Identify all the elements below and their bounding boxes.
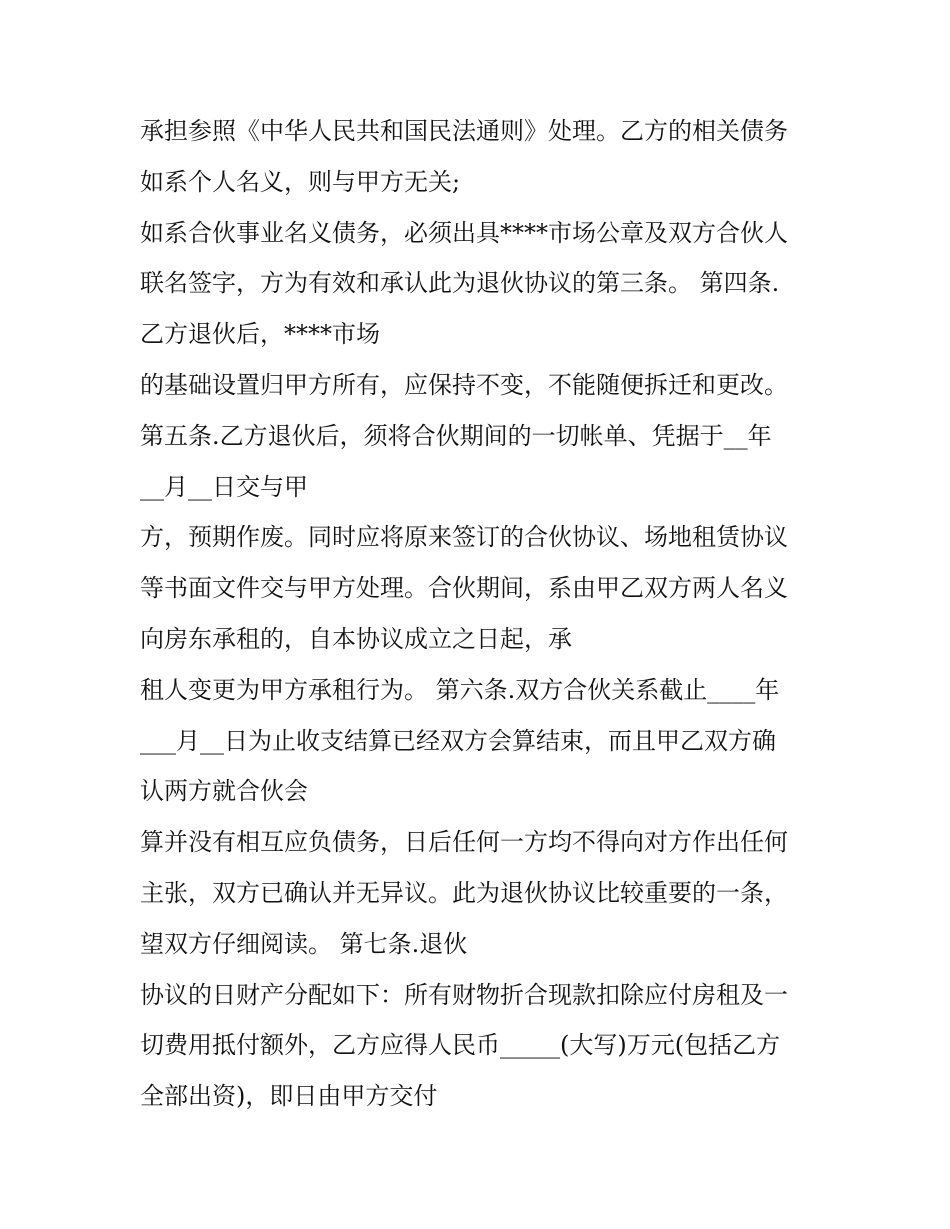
text-line: 算并没有相互应负债务，日后任何一方均不得向对方作出任何	[140, 828, 788, 857]
text-line: 如系个人名义，则与甲方无关;	[140, 167, 461, 196]
text-line: 方，预期作废。同时应将原来签订的合伙协议、场地租赁协议	[140, 523, 788, 552]
text-line: 承担参照《中华人民共和国民法通则》处理。乙方的相关债务	[140, 117, 788, 145]
text-line: 如系合伙事业名义债务，必须出具****市场公章及双方合伙人	[140, 218, 788, 247]
text-line: 租人变更为甲方承租行为。 第六条.双方合伙关系截止____年	[140, 675, 780, 704]
text-line: 的基础设置归甲方所有，应保持不变，不能随便拆迁和更改。	[140, 370, 788, 399]
text-line: 全部出资)，即日由甲方交付	[140, 1082, 438, 1111]
text-line: 认两方就合伙会	[140, 777, 308, 806]
text-line: 协议的日财产分配如下：所有财物折合现款扣除应付房租及一	[140, 980, 788, 1009]
text-line: 切费用抵付额外，乙方应得人民币_____(大写)万元(包括乙方	[140, 1031, 781, 1060]
text-line: __月__日交与甲	[140, 472, 308, 501]
text-line: 等书面文件交与甲方处理。合伙期间，系由甲乙双方两人名义	[140, 574, 788, 603]
text-line: 乙方退伙后，****市场	[140, 320, 380, 349]
body-text	[140, 106, 840, 1122]
text-line: 望双方仔细阅读。 第七条.退伙	[140, 929, 468, 958]
text-line: 向房东承租的，自本协议成立之日起，承	[140, 624, 572, 653]
text-line: 主张，双方已确认并无异议。此为退伙协议比较重要的一条，	[140, 878, 788, 907]
text-line: ___月__日为止收支结算已经双方会算结束，而且甲乙双方确	[140, 726, 776, 755]
text-line: 第五条.乙方退伙后，须将合伙期间的一切帐单、凭据于__年	[140, 421, 772, 450]
text-line: 联名签字，方为有效和承认此为退伙协议的第三条。 第四条.	[140, 269, 780, 298]
